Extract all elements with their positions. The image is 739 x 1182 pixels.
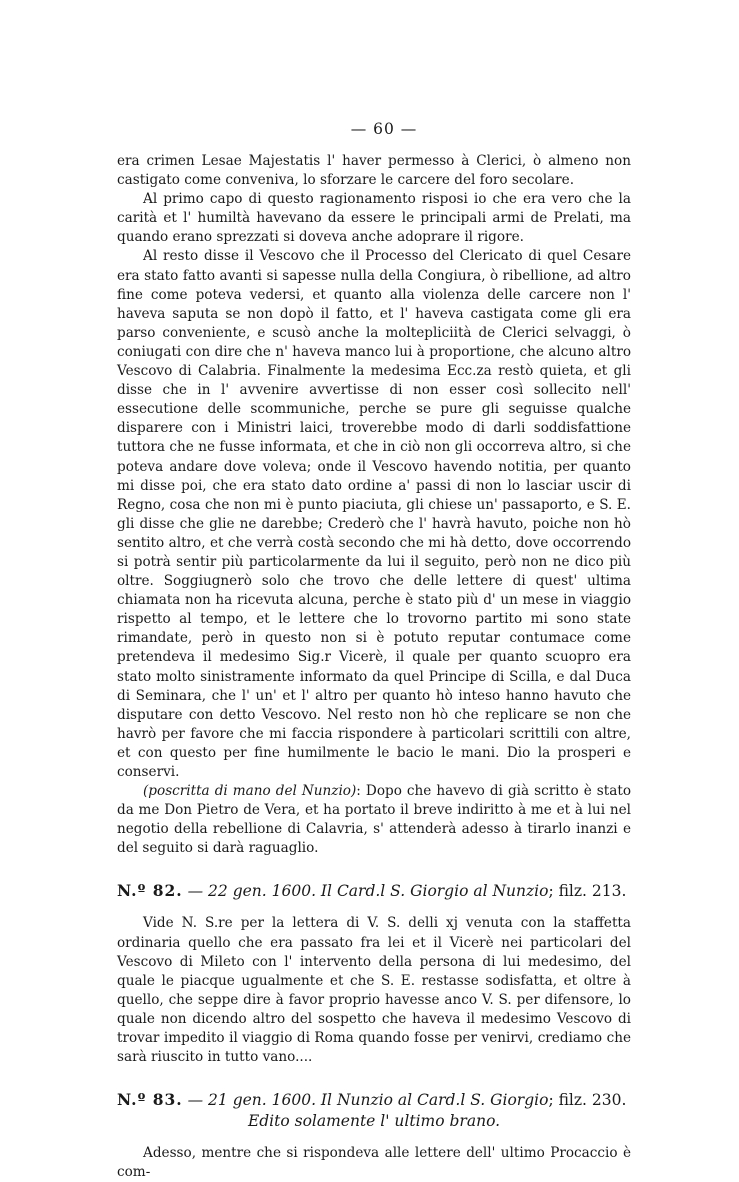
page-number: — 60 —	[350, 120, 418, 138]
paragraph: Al primo capo di questo ragionamento risposi io che era vero che la carità et l' humiltà havevano da essere le principali armi de Prelati, ma quando erano sprezzati si doveva anche adoprare il rigore.	[117, 191, 631, 246]
document-filza: ; filz. 230.	[548, 1091, 627, 1110]
document-title: — 21 gen. 1600. Il Nunzio al Card.l S. Giorgio	[187, 1091, 549, 1110]
document-heading-83	[117, 1089, 631, 1132]
postscript	[117, 782, 631, 858]
document-subtitle: Edito solamente l' ultimo brano.	[247, 1112, 501, 1131]
letter-body	[117, 152, 631, 858]
document-number: N.º 83.	[117, 1090, 183, 1110]
letter-body-83	[117, 1144, 631, 1182]
document-heading-82	[117, 880, 631, 902]
paragraph: Adesso, mentre che si rispondeva alle lettere dell' ultimo Procaccio è com-	[117, 1145, 631, 1181]
document-filza: ; filz. 213.	[548, 882, 627, 901]
paragraph: era crimen Lesae Majestatis l' haver permesso à Clerici, ò almeno non castigato come conveniva, lo sforzare le carcere del foro secolare.	[117, 153, 631, 189]
paragraph: Vide N. S.re per la lettera di V. S. delli xj venuta con la staffetta ordinaria quello che era passato fra lei et il Vicerè nei particolari del Vescovo di Mileto con l' intervento della persona di lui medesimo, del quale le piacque ugualmente et che S. E. restasse sodisfatta, et oltre à quello, che seppe dire à favor proprio havesse anco V. S. per difensore, lo quale non dicendo altro del sospetto che haveva il medesimo Vescovo di trovar impedito il viaggio di Roma quando fosse per venirvi, crediamo che sarà riuscito in tutto vano....	[117, 915, 631, 1066]
postscript-label: (poscritta di mano del Nunzio)	[143, 783, 357, 800]
paragraph: Al resto disse il Vescovo che il Processo del Clericato di quel Cesare era stato fatto avanti si sapesse nulla della Congiura, ò ribellione, ad altro fine come poteva vedersi, et quanto alla violenza delle carcere non l' haveva saputa se non dopò il fatto, et l' haveva castigata come gli era parso conveniente, e scusò anche la moltepliciità de Clerici selvaggi, ò coniugati con dire che n' haveva manco lui à proportione, che alcuno altro Vescovo di Calabria. Finalmente la medesima Ecc.za restò quieta, et gli disse che in l' avvenire avvertisse di non esser così sollecito nell' essecutione delle scommuniche, perche se pure gli seguisse qualche disparere con i Ministri laici, troverebbe modo di darli soddisfattione tuttora che ne fusse informata, et che in ciò non gli occorreva altro, si che poteva andare dove voleva; onde il Vescovo havendo notitia, per quanto mi disse poi, che era stato dato ordine a' passi di non lo lasciar uscir di Regno, cosa che non mi è punto piaciuta, gli chiese un' passaporto, e S. E. gli disse che glie ne darebbe; Crederò che l' havrà havuto, poiche non hò sentito altro, et che verrà costà secondo che mi hà detto, dove occorrendo si potrà sentir più particolarmente da lui il seguito, però non ne dico più oltre. Soggiugnerò solo che trovo che delle lettere di quest' ultima chiamata non ha ricevuta alcuna, perche è stato più d' un mese in viaggio rispetto al tempo, et le lettere che lo trovorno partito mi sono state rimandate, però in questo non si è potuto reputar contumace come pretendeva il medesimo Sig.r Vicerè, il quale per quanto scuopro era stato molto sinistramente informato da quel Principe di Scilla, e dal Duca di Seminara, che l' un' et l' altro per quanto hò inteso hanno havuto che disputare con detto Vescovo. Nel resto non hò che replicare se non che havrò per favore che mi faccia rispondere à particolari scrittili con altre, et con questo per fine humilmente le bacio le mani. Dio la prosperi e conservi.	[117, 248, 631, 780]
letter-body-82	[117, 914, 631, 1067]
document-title: — 22 gen. 1600. Il Card.l S. Giorgio al Nunzio	[187, 882, 549, 901]
postscript-text: : Dopo che havevo di già scritto è stato da me Don Pietro de Vera, et ha portato il breve indiritto à me et à lui nel negotio della rebellione di Calavria, s' attenderà adesso à tirarlo inanzi e del seguito si darà raguaglio.	[117, 783, 631, 857]
document-number: N.º 82.	[117, 881, 183, 901]
